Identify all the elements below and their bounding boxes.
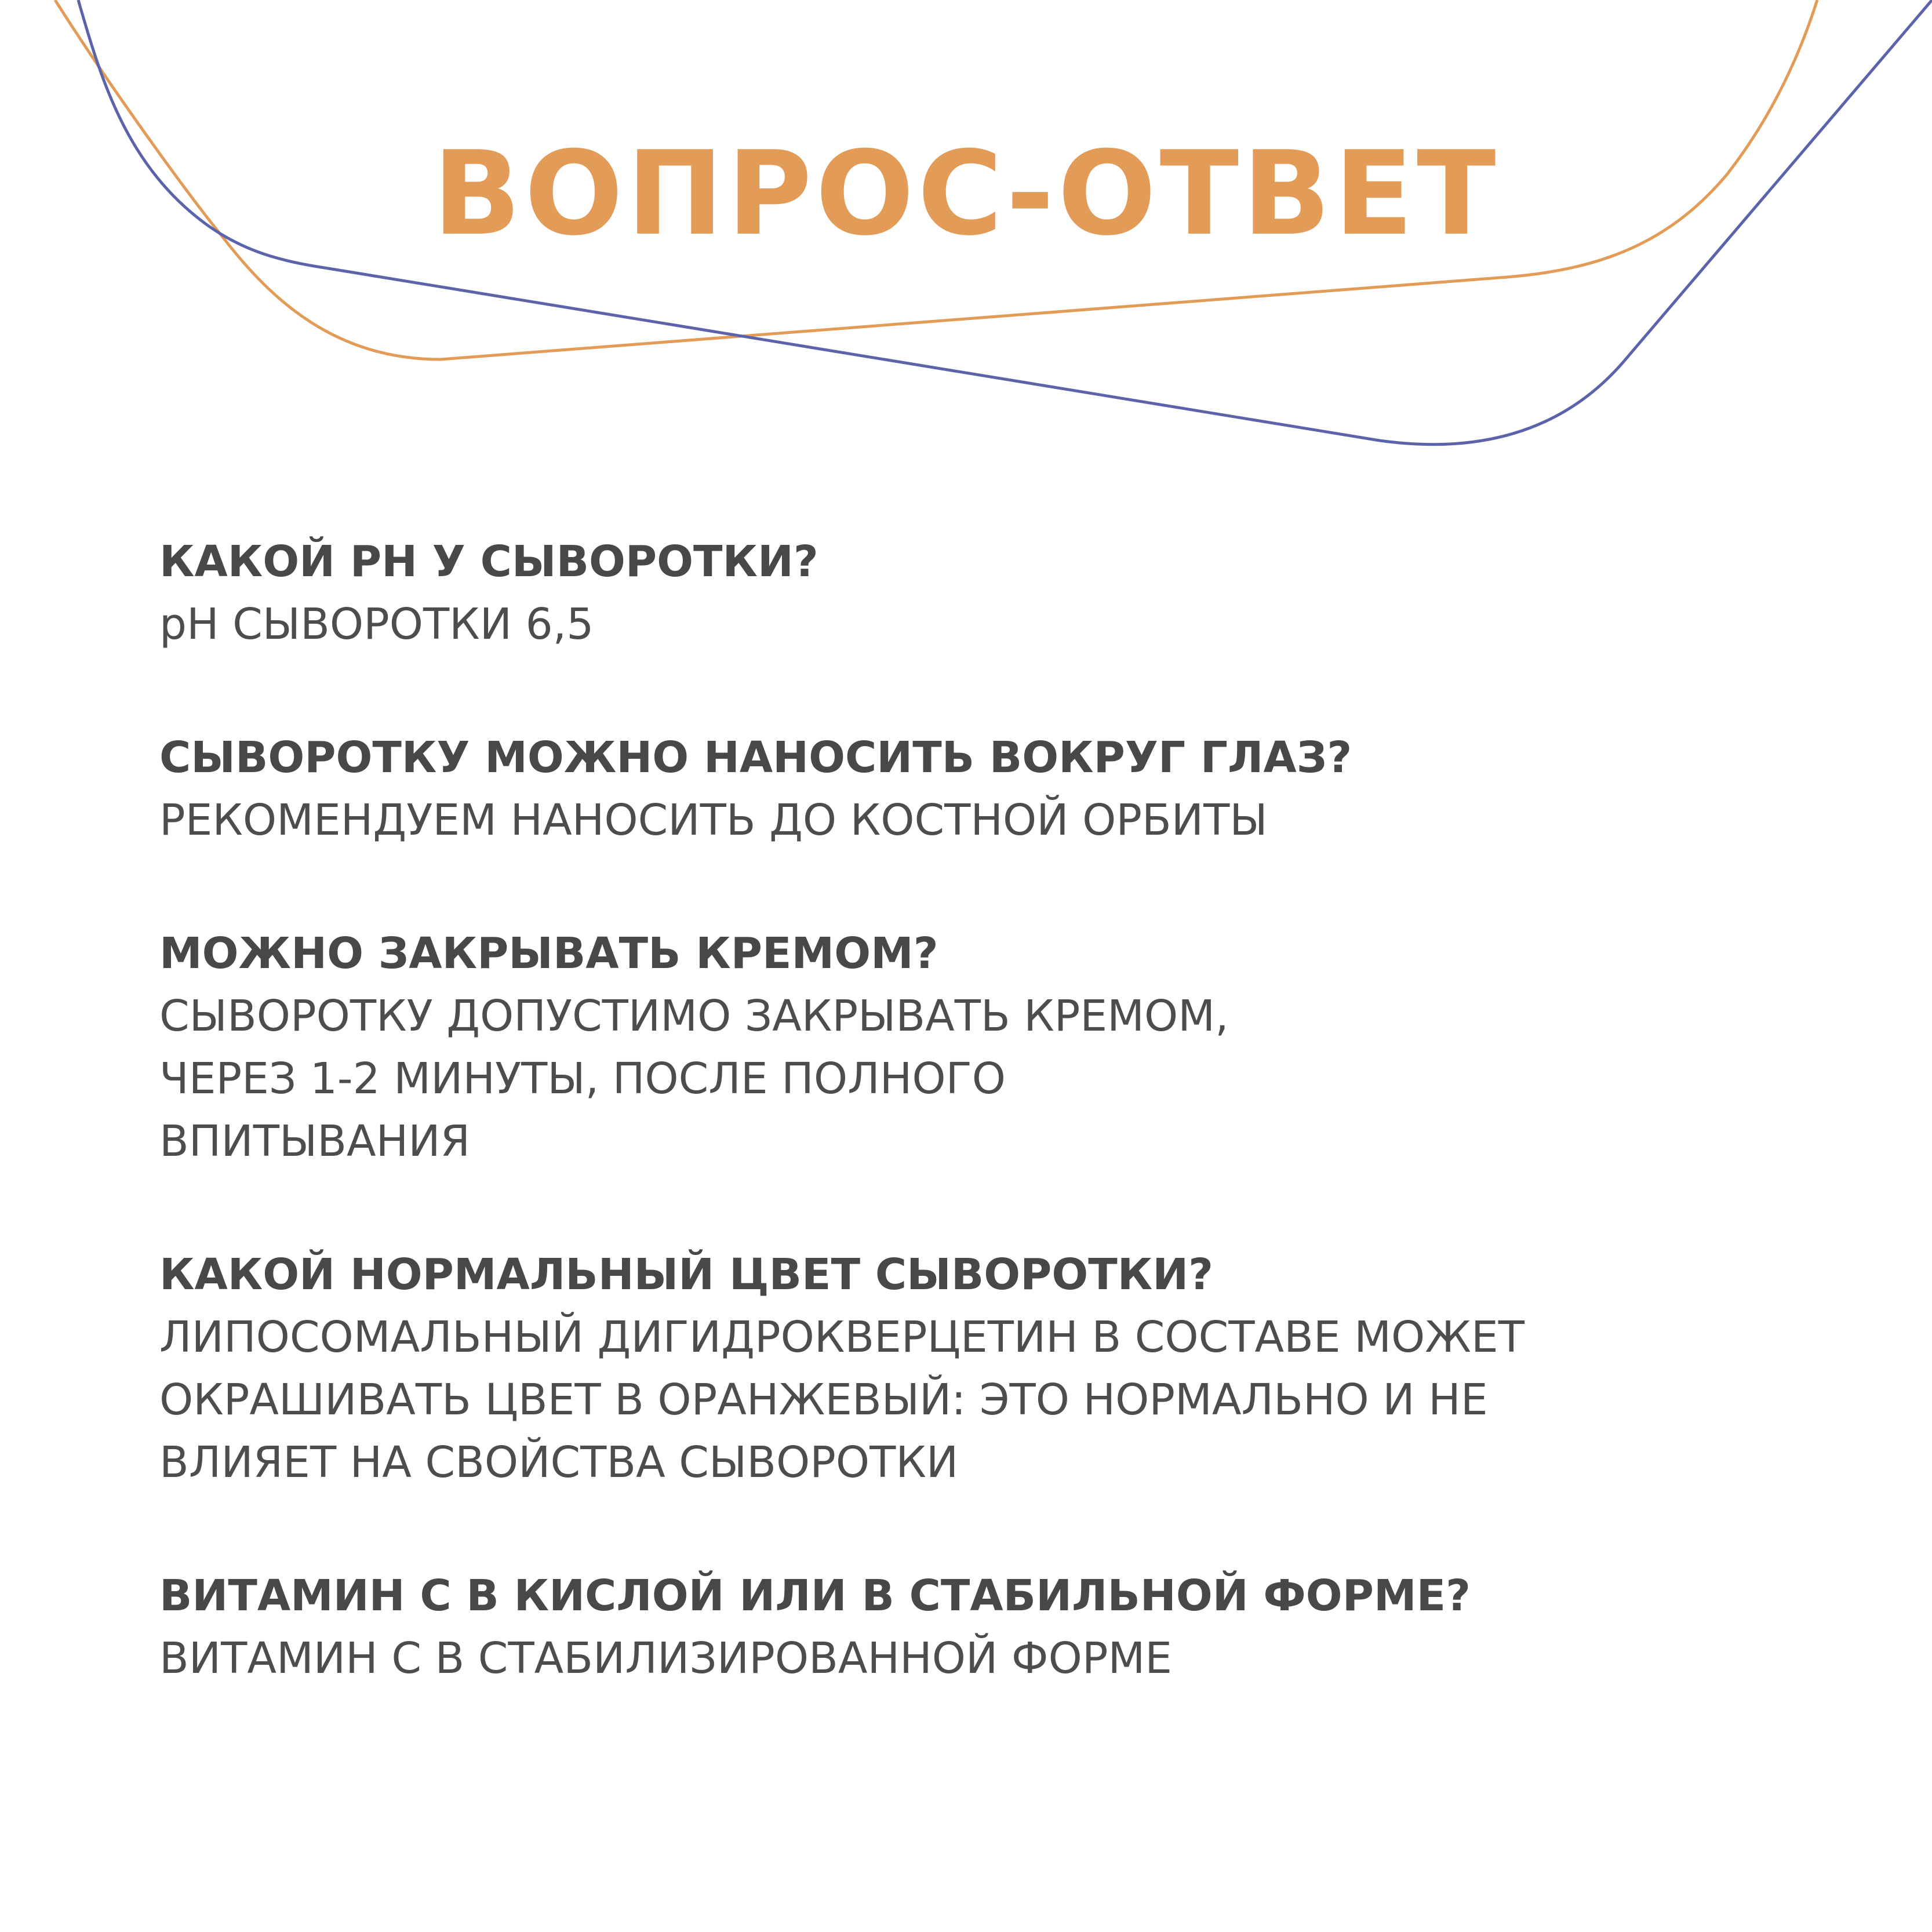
faq-question: КАКОЙ PH У СЫВОРОТКИ? [159, 537, 818, 587]
faq-answer: pH СЫВОРОТКИ 6,5 [159, 599, 594, 649]
faq-item [159, 922, 1840, 1173]
faq-item [159, 726, 1840, 852]
faq-question: ВИТАМИН С В КИСЛОЙ ИЛИ В СТАБИЛЬНОЙ ФОРМЕ? [159, 1571, 1471, 1621]
faq-answer: ВИТАМИН С В СТАБИЛИЗИРОВАННОЙ ФОРМЕ [159, 1633, 1173, 1683]
faq-answer: РЕКОМЕНДУЕМ НАНОСИТЬ ДО КОСТНОЙ ОРБИТЫ [159, 795, 1268, 845]
faq-item [159, 1243, 1840, 1494]
faq-list [159, 530, 1840, 1760]
faq-item [159, 530, 1840, 656]
faq-question: СЫВОРОТКУ МОЖНО НАНОСИТЬ ВОКРУГ ГЛАЗ? [159, 733, 1352, 783]
faq-question: КАКОЙ НОРМАЛЬНЫЙ ЦВЕТ СЫВОРОТКИ? [159, 1250, 1214, 1300]
faq-question: МОЖНО ЗАКРЫВАТЬ КРЕМОМ? [159, 929, 938, 978]
faq-item [159, 1564, 1840, 1690]
faq-answer: ЛИПОСОМАЛЬНЫЙ ДИГИДРОКВЕРЦЕТИН В СОСТАВЕ МОЖЕТ ОКРАШИВАТЬ ЦВЕТ В ОРАНЖЕВЫЙ: ЭТО НОРМАЛЬНО И НЕ ВЛИЯЕТ НА СВОЙСТВА СЫВОРОТКИ [159, 1312, 1525, 1487]
faq-answer: СЫВОРОТКУ ДОПУСТИМО ЗАКРЫВАТЬ КРЕМОМ, ЧЕРЕЗ 1-2 МИНУТЫ, ПОСЛЕ ПОЛНОГО ВПИТЫВАНИЯ [159, 991, 1229, 1166]
page-title: ВОПРОС-ОТВЕТ [432, 126, 1500, 261]
